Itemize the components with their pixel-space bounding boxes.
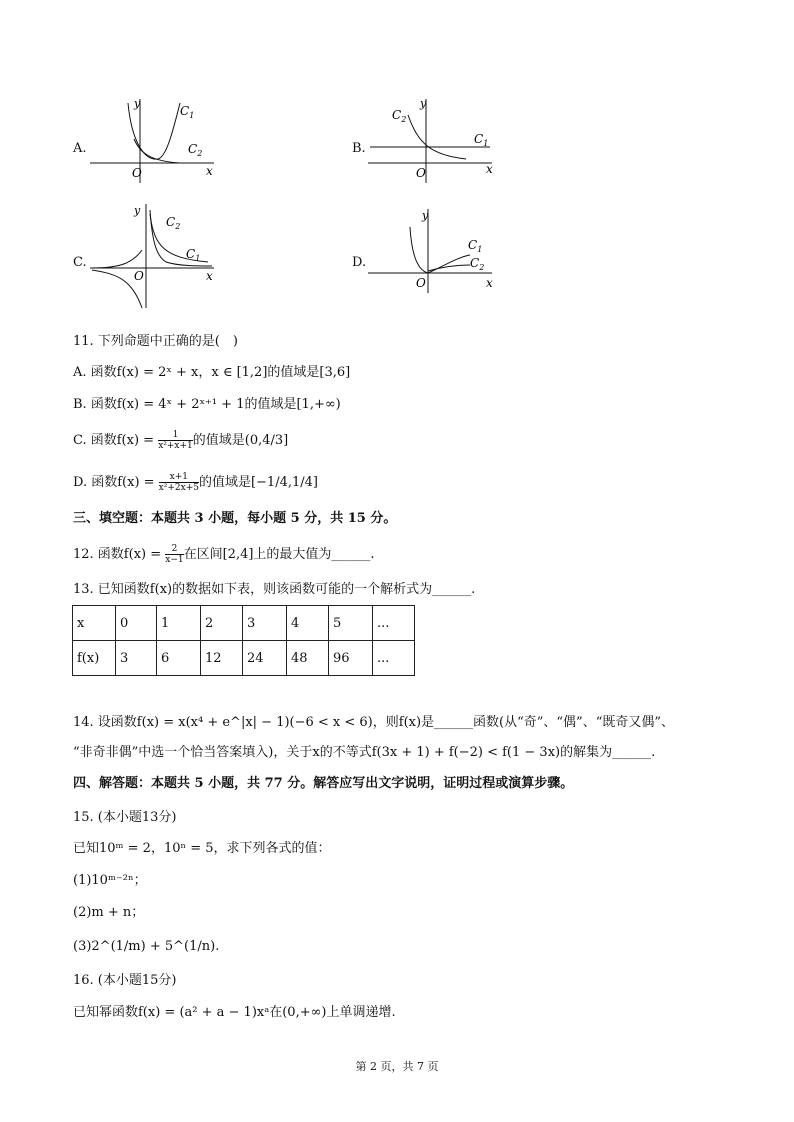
x-label: x (486, 162, 493, 176)
origin-label: O (134, 269, 144, 283)
q16-heading: 16. (本小题15分) (73, 973, 177, 988)
option-c-label: C. (73, 255, 87, 270)
q13-table (72, 605, 415, 676)
table-cell: 4 (287, 606, 329, 641)
q11-option-d (73, 472, 318, 493)
q12-post: 在区间[2,4]上的最大值为______. (183, 547, 375, 562)
y-label: y (422, 209, 429, 222)
q13-stem: 13. 已知函数f(x)的数据如下表，则该函数可能的一个解析式为______. (73, 582, 476, 597)
graph-option-a (88, 95, 218, 185)
table-cell: 3 (116, 641, 157, 676)
option-a-label: A. (73, 141, 87, 156)
table-cell: 12 (201, 641, 243, 676)
page-footer: 第 2 页，共 7 页 (355, 1060, 439, 1073)
q16-given: 已知幂函数f(x) = (a² + a − 1)xᵃ在(0,+∞)上单调递增. (73, 1005, 396, 1020)
q12-pre: 12. 函数f(x) = (73, 547, 166, 562)
c2-label: $C_2$ (188, 142, 203, 158)
q15-given: 已知10ᵐ = 2，10ⁿ = 5，求下列各式的值： (73, 841, 331, 856)
graph-option-c (88, 200, 218, 310)
origin-label: O (132, 166, 142, 180)
table-cell: 24 (243, 641, 287, 676)
q15-part-2: (2)m + n； (73, 905, 145, 920)
c2-label: $C_2$ (392, 108, 407, 124)
table-cell: 48 (287, 641, 329, 676)
q12-denominator: x−1 (165, 555, 184, 565)
q15-heading: 15. (本小题13分) (73, 810, 177, 825)
option-d-label: D. (352, 255, 367, 270)
q11-option-a: A. 函数f(x) = 2ˣ + x，x ∈ [1,2]的值域是[3,6] (73, 365, 351, 380)
q11-stem: 11. 下列命题中正确的是( ) (73, 334, 238, 349)
q11-d-denominator: x²+2x+5 (158, 483, 199, 493)
table-cell: ... (373, 606, 415, 641)
graph-option-d (366, 205, 496, 295)
table-cell: 2 (201, 606, 243, 641)
y-label: y (134, 97, 141, 110)
x-label: x (206, 164, 213, 178)
table-cell: 96 (329, 641, 373, 676)
table-cell: 0 (116, 606, 157, 641)
q11-d-pre: D. 函数f(x) = (73, 475, 159, 490)
q11-c-fraction (158, 430, 193, 451)
option-b-label: B. (352, 141, 366, 156)
curve-c2 (408, 115, 466, 159)
q11-d-fraction (159, 472, 199, 493)
curve-c1-left (92, 250, 142, 268)
table-cell: 1 (157, 606, 201, 641)
q15-part-3: (3)2^(1/m) + 5^(1/n). (73, 939, 220, 954)
c2-label: $C_2$ (470, 256, 485, 272)
q12-fraction (165, 544, 183, 565)
q14-line-1: 14. 设函数f(x) = x(x⁴ + e^|x| − 1)(−6 < x < 6)，则f(x)是______函数(从“奇”、“偶”、“既奇又偶”、 (73, 715, 674, 730)
c1-label: $C_1$ (474, 132, 489, 148)
q11-option-c (73, 430, 288, 451)
q11-c-post: 的值域是(0,4/3] (192, 433, 289, 448)
y-label: y (420, 97, 427, 110)
origin-label: O (416, 276, 426, 290)
c1-label: $C_1$ (468, 238, 483, 254)
curve-c2 (134, 139, 180, 163)
q14-line-2: “非奇非偶”中选一个恰当答案填入)，关于x的不等式f(3x + 1) + f(−2) < f(1 − 3x)的解集为______. (73, 745, 656, 760)
x-label: x (486, 276, 493, 290)
graph-option-b (366, 95, 496, 185)
x-label: x (206, 269, 213, 283)
q11-c-numerator: 1 (158, 430, 193, 441)
table-cell: x (73, 606, 116, 641)
table-cell: ... (373, 641, 415, 676)
table-row (73, 641, 415, 676)
q12 (73, 544, 375, 565)
table-cell: f(x) (73, 641, 116, 676)
c2-label: $C_2$ (166, 215, 181, 231)
y-label: y (134, 204, 141, 217)
q11-option-b: B. 函数f(x) = 4ˣ + 2ˣ⁺¹ + 1的值域是[1,+∞) (73, 397, 341, 412)
q12-numerator: 2 (165, 544, 183, 555)
table-cell: 6 (157, 641, 201, 676)
q11-d-post: 的值域是[−1/4,1/4] (198, 475, 318, 490)
section-3-heading: 三、填空题：本题共 3 小题，每小题 5 分，共 15 分。 (73, 511, 397, 526)
curve-c1 (410, 227, 470, 273)
section-4-heading: 四、解答题：本题共 5 小题，共 77 分。解答应写出文字说明，证明过程或演算步骤。 (73, 776, 574, 791)
q15-part-1: (1)10ᵐ⁻²ⁿ； (73, 873, 147, 888)
q11-c-pre: C. 函数f(x) = (73, 433, 159, 448)
c1-label: $C_1$ (180, 104, 195, 120)
table-cell: 3 (243, 606, 287, 641)
curve-c1 (128, 103, 180, 159)
origin-label: O (416, 166, 426, 180)
q11-d-numerator: x+1 (159, 472, 199, 483)
c1-label: $C_1$ (186, 247, 201, 263)
table-row (73, 606, 415, 641)
q11-c-denominator: x²+x+1 (158, 441, 193, 451)
table-cell: 5 (329, 606, 373, 641)
